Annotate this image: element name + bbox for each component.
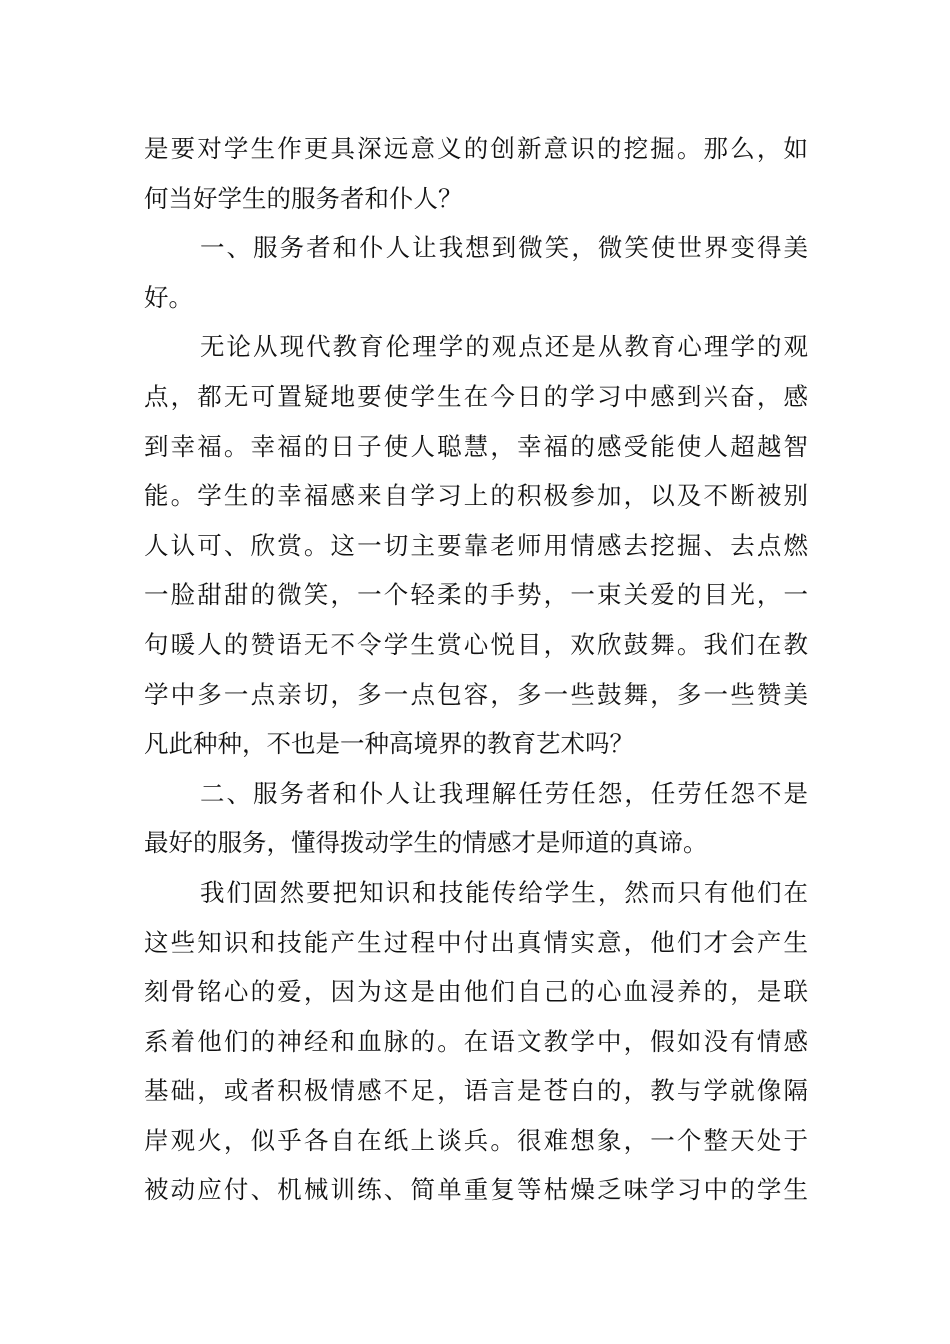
text-line: 被动应付、机械训练、简单重复等枯燥乏味学习中的学生 <box>144 1175 808 1205</box>
text-line: 无论从现代教育伦理学的观点还是从教育心理学的观 <box>200 332 808 362</box>
text-line: 凡此种种，不也是一种高境界的教育艺术吗？ <box>144 729 634 759</box>
text-line: 一脸甜甜的微笑，一个轻柔的手势，一束关爱的目光，一 <box>144 580 808 610</box>
text-line: 点，都无可置疑地要使学生在今日的学习中感到兴奋，感 <box>144 381 808 411</box>
document-page <box>144 124 808 1215</box>
text-line: 岸观火，似乎各自在纸上谈兵。很难想象，一个整天处于 <box>144 1125 808 1155</box>
section-heading-line: 一、服务者和仆人让我想到微笑，微笑使世界变得美 <box>200 233 808 263</box>
text-line: 这些知识和技能产生过程中付出真情实意，他们才会产生 <box>144 927 808 957</box>
text-line: 是要对学生作更具深远意义的创新意识的挖掘。那么，如 <box>144 134 808 163</box>
text-line: 能。学生的幸福感来自学习上的积极参加，以及不断被别 <box>144 481 808 511</box>
text-line: 何当好学生的服务者和仆人？ <box>144 183 463 213</box>
text-line: 句暖人的赞语无不令学生赏心悦目，欢欣鼓舞。我们在教 <box>144 629 808 659</box>
section-heading-line: 最好的服务，懂得拨动学生的情感才是师道的真谛。 <box>144 828 708 858</box>
text-line: 系着他们的神经和血脉的。在语文教学中，假如没有情感 <box>144 1026 808 1056</box>
section-heading-line: 二、服务者和仆人让我理解任劳任怨，任劳任怨不是 <box>200 778 808 808</box>
text-line: 基础，或者积极情感不足，语言是苍白的，教与学就像隔 <box>144 1076 808 1106</box>
section-heading-line: 好。 <box>144 282 193 312</box>
text-line: 学中多一点亲切，多一点包容，多一些鼓舞，多一些赞美 <box>144 679 808 709</box>
text-line: 刻骨铭心的爱，因为这是由他们自己的心血浸养的，是联 <box>144 977 808 1007</box>
text-line: 人认可、欣赏。这一切主要靠老师用情感去挖掘、去点燃 <box>144 530 808 560</box>
text-line: 到幸福。幸福的日子使人聪慧，幸福的感受能使人超越智 <box>144 431 808 461</box>
text-line: 我们固然要把知识和技能传给学生，然而只有他们在 <box>200 877 808 907</box>
